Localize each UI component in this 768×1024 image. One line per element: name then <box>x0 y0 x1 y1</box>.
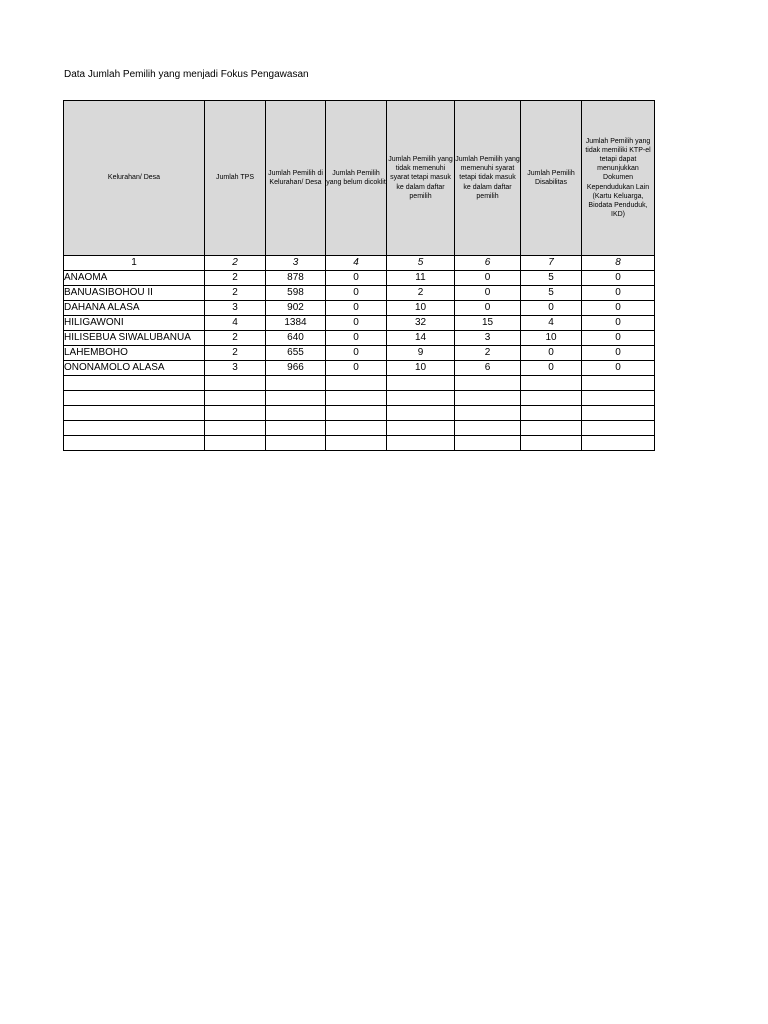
table-cell: 1384 <box>266 316 326 331</box>
table-cell: 0 <box>582 361 655 376</box>
table-cell: 5 <box>521 271 582 286</box>
table-cell: 966 <box>266 361 326 376</box>
table-cell: 598 <box>266 286 326 301</box>
header-tidak-memenuhi-syarat: Jumlah Pemilih yang tidak memenuhi syarat tetapi masuk ke dalam daftar pemilih <box>387 101 455 256</box>
empty-cell <box>387 391 455 406</box>
column-number: 3 <box>266 256 326 271</box>
empty-row <box>64 391 655 406</box>
empty-cell <box>266 421 326 436</box>
column-number: 5 <box>387 256 455 271</box>
table-cell: 0 <box>326 271 387 286</box>
empty-cell <box>64 376 205 391</box>
empty-cell <box>387 376 455 391</box>
empty-cell <box>521 406 582 421</box>
table-cell: 14 <box>387 331 455 346</box>
empty-cell <box>521 376 582 391</box>
table-cell: 0 <box>521 346 582 361</box>
table-row <box>64 346 655 361</box>
table-cell: 0 <box>326 301 387 316</box>
header-disabilitas: Jumlah Pemilih Disabilitas <box>521 101 582 256</box>
empty-cell <box>521 391 582 406</box>
table-cell: 4 <box>205 316 266 331</box>
empty-cell <box>205 421 266 436</box>
table-row <box>64 301 655 316</box>
village-name: HILISEBUA SIWALUBANUA <box>64 331 205 346</box>
empty-cell <box>582 376 655 391</box>
header-row <box>64 101 655 256</box>
table-cell: 902 <box>266 301 326 316</box>
table-cell: 10 <box>387 361 455 376</box>
empty-cell <box>582 406 655 421</box>
empty-cell <box>455 421 521 436</box>
column-number: 1 <box>64 256 205 271</box>
empty-cell <box>521 436 582 451</box>
empty-cell <box>326 406 387 421</box>
table-cell: 15 <box>455 316 521 331</box>
table-cell: 5 <box>521 286 582 301</box>
header-jumlah-pemilih: Jumlah Pemilih di Kelurahan/ Desa <box>266 101 326 256</box>
column-number-row <box>64 256 655 271</box>
table-cell: 3 <box>205 361 266 376</box>
empty-cell <box>582 436 655 451</box>
empty-cell <box>326 376 387 391</box>
table-cell: 0 <box>521 301 582 316</box>
table-row <box>64 331 655 346</box>
header-jumlah-tps: Jumlah TPS <box>205 101 266 256</box>
table-cell: 32 <box>387 316 455 331</box>
empty-cell <box>205 406 266 421</box>
table-row <box>64 271 655 286</box>
empty-cell <box>387 436 455 451</box>
table-cell: 0 <box>582 331 655 346</box>
table-cell: 6 <box>455 361 521 376</box>
empty-cell <box>266 436 326 451</box>
empty-cell <box>582 421 655 436</box>
header-memenuhi-syarat-tidak-masuk: Jumlah Pemilih yang memenuhi syarat tetapi tidak masuk ke dalam daftar pemilih <box>455 101 521 256</box>
empty-cell <box>266 376 326 391</box>
column-number: 6 <box>455 256 521 271</box>
empty-cell <box>64 406 205 421</box>
village-name: DAHANA ALASA <box>64 301 205 316</box>
column-number: 2 <box>205 256 266 271</box>
table-cell: 11 <box>387 271 455 286</box>
column-number: 4 <box>326 256 387 271</box>
table-cell: 640 <box>266 331 326 346</box>
column-number: 8 <box>582 256 655 271</box>
empty-cell <box>326 421 387 436</box>
table-cell: 0 <box>326 316 387 331</box>
table-cell: 0 <box>582 286 655 301</box>
table-cell: 0 <box>326 331 387 346</box>
empty-cell <box>64 436 205 451</box>
empty-cell <box>455 391 521 406</box>
table-cell: 0 <box>455 271 521 286</box>
empty-cell <box>455 406 521 421</box>
empty-cell <box>205 436 266 451</box>
village-name: BANUASIBOHOU II <box>64 286 205 301</box>
table-cell: 2 <box>205 286 266 301</box>
table-cell: 2 <box>387 286 455 301</box>
table-cell: 0 <box>455 286 521 301</box>
empty-cell <box>266 406 326 421</box>
table-cell: 2 <box>205 346 266 361</box>
table-cell: 0 <box>582 346 655 361</box>
table-cell: 655 <box>266 346 326 361</box>
table-cell: 3 <box>455 331 521 346</box>
table-cell: 0 <box>582 316 655 331</box>
empty-cell <box>266 391 326 406</box>
header-tanpa-ktp-el: Jumlah Pemilih yang tidak memiliki KTP-el tetapi dapat menunjukkan Dokumen Kependudukan Lain (Kartu Keluarga, Biodata Penduduk, IKD) <box>582 101 655 256</box>
header-belum-dicoklit: Jumlah Pemilih yang belum dicoklit <box>326 101 387 256</box>
empty-row <box>64 376 655 391</box>
table-cell: 10 <box>387 301 455 316</box>
empty-row <box>64 436 655 451</box>
table-cell: 878 <box>266 271 326 286</box>
village-name: HILIGAWONI <box>64 316 205 331</box>
table-cell: 0 <box>326 286 387 301</box>
table-row <box>64 316 655 331</box>
empty-cell <box>64 421 205 436</box>
table-cell: 0 <box>326 361 387 376</box>
table-cell: 0 <box>455 301 521 316</box>
village-name: ONONAMOLO ALASA <box>64 361 205 376</box>
table-cell: 0 <box>326 346 387 361</box>
empty-cell <box>582 391 655 406</box>
table-row <box>64 286 655 301</box>
empty-row <box>64 406 655 421</box>
empty-cell <box>326 436 387 451</box>
table-cell: 3 <box>205 301 266 316</box>
table-cell: 10 <box>521 331 582 346</box>
empty-cell <box>205 391 266 406</box>
empty-cell <box>521 421 582 436</box>
table-row <box>64 361 655 376</box>
village-name: LAHEMBOHO <box>64 346 205 361</box>
empty-cell <box>64 391 205 406</box>
table-cell: 0 <box>582 271 655 286</box>
empty-cell <box>326 391 387 406</box>
table-cell: 2 <box>205 331 266 346</box>
empty-cell <box>455 376 521 391</box>
header-kelurahan: Kelurahan/ Desa <box>64 101 205 256</box>
table-cell: 0 <box>521 361 582 376</box>
table-cell: 2 <box>455 346 521 361</box>
empty-cell <box>455 436 521 451</box>
column-number: 7 <box>521 256 582 271</box>
table-cell: 0 <box>582 301 655 316</box>
empty-cell <box>387 421 455 436</box>
table-cell: 2 <box>205 271 266 286</box>
data-table <box>63 100 655 451</box>
village-name: ANAOMA <box>64 271 205 286</box>
empty-row <box>64 421 655 436</box>
empty-cell <box>387 406 455 421</box>
table-cell: 9 <box>387 346 455 361</box>
table-cell: 4 <box>521 316 582 331</box>
page-title: Data Jumlah Pemilih yang menjadi Fokus Pengawasan <box>64 69 309 80</box>
empty-cell <box>205 376 266 391</box>
